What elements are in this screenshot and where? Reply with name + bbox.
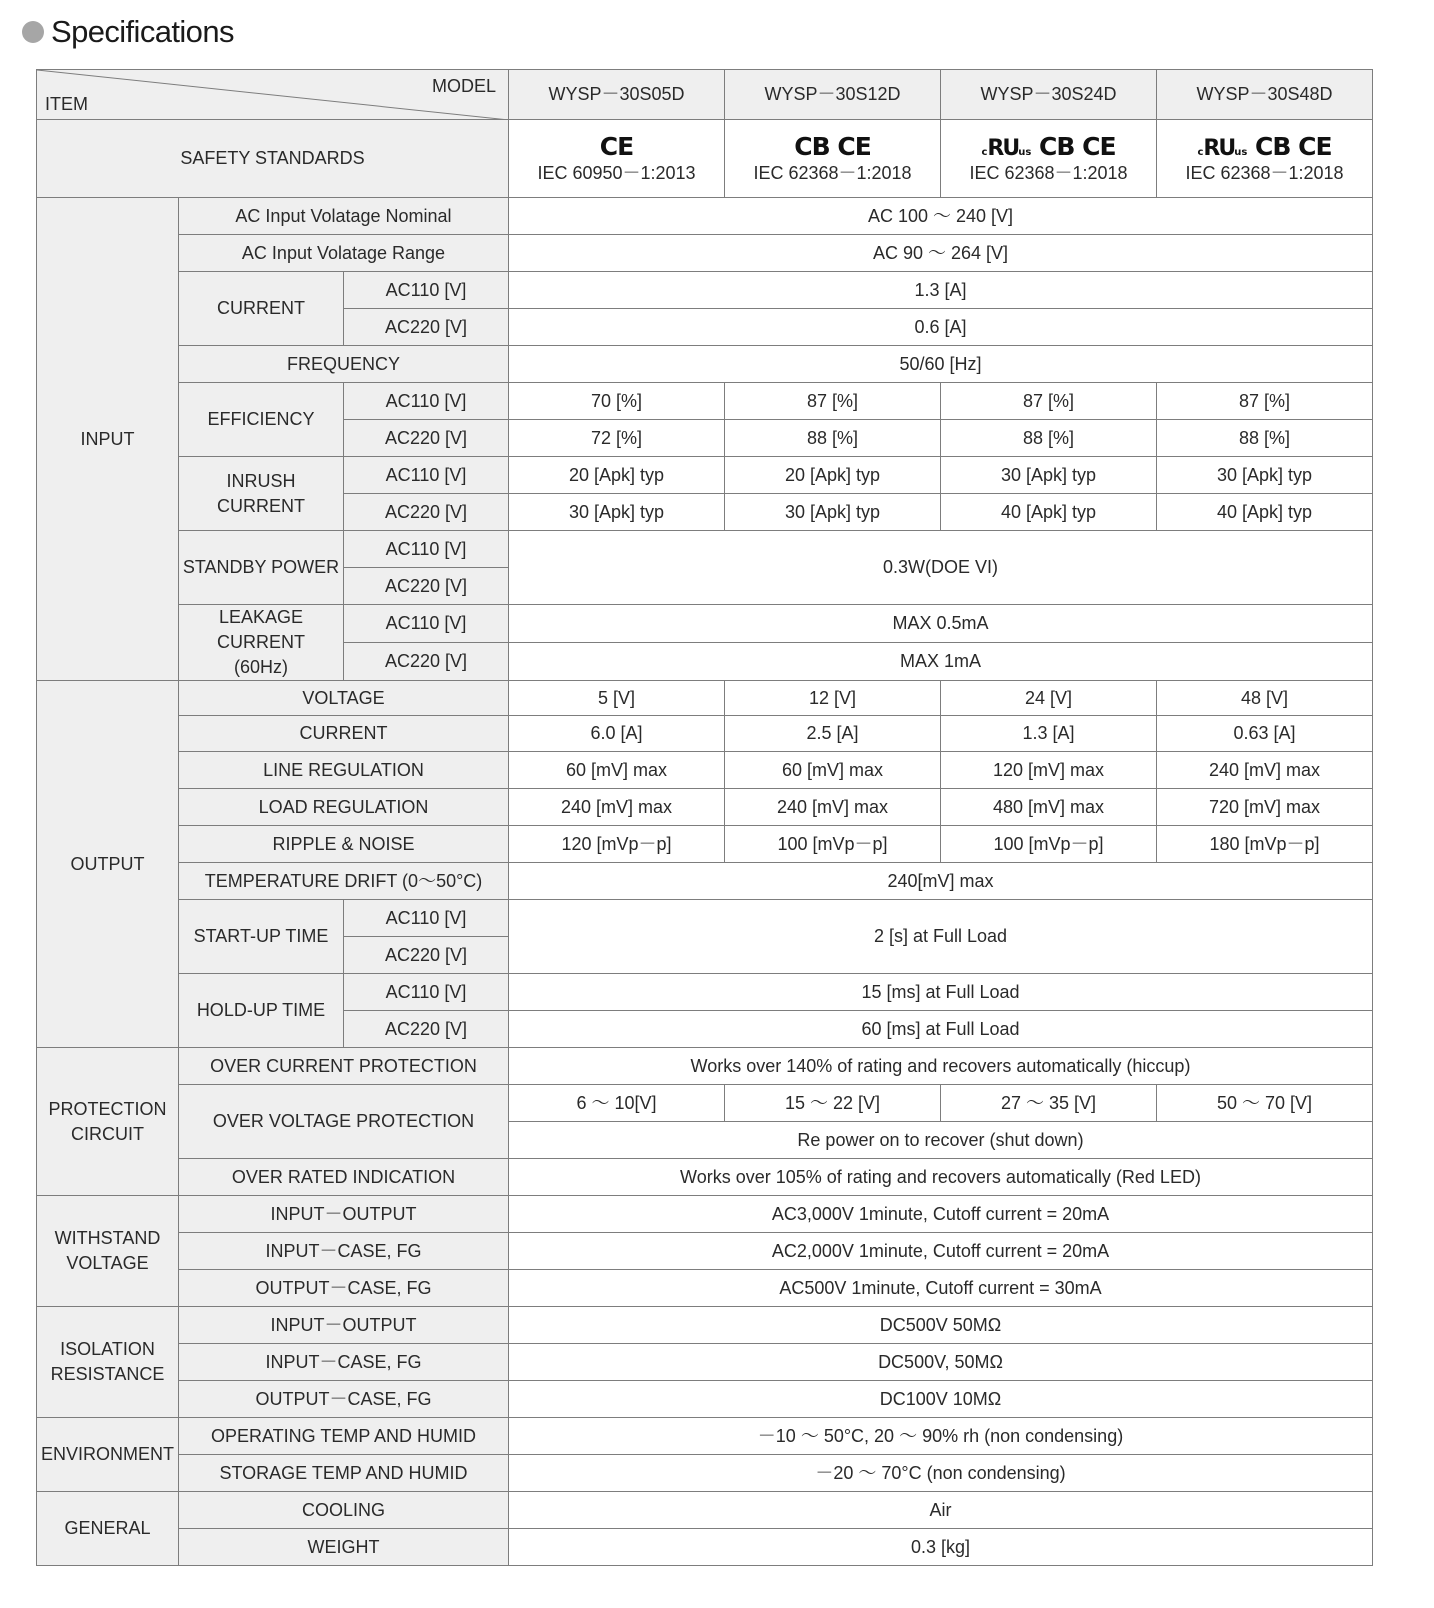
table-row xyxy=(37,1085,1373,1122)
value-cell: 240 [mV] max xyxy=(509,789,725,826)
sub-label: AC110 [V] xyxy=(344,900,509,937)
table-row xyxy=(37,1307,1373,1344)
row-label: HOLD-UP TIME xyxy=(179,974,344,1048)
value-cell: 6 ～ 10[V] xyxy=(509,1085,725,1122)
sub-label: AC220 [V] xyxy=(344,568,509,605)
value-cell: 30 [Apk] typ xyxy=(509,494,725,531)
table-row xyxy=(37,605,1373,643)
table-row xyxy=(37,1159,1373,1196)
table-row xyxy=(37,531,1373,568)
value-cell: 27 ～ 35 [V] xyxy=(941,1085,1157,1122)
model-label: MODEL xyxy=(431,76,496,96)
table-row xyxy=(37,1418,1373,1455)
value-cell: 30 [Apk] typ xyxy=(1157,457,1373,494)
table-row xyxy=(37,1048,1373,1085)
header-row xyxy=(37,70,1373,120)
bullet-icon xyxy=(22,21,44,43)
row-label: LINE REGULATION xyxy=(179,752,509,789)
sub-label: AC220 [V] xyxy=(344,420,509,457)
safety-standard: IEC 62368－1:2018 xyxy=(1185,162,1344,183)
value-cell: 180 [mVp－p] xyxy=(1157,826,1373,863)
value-cell: 15 ～ 22 [V] xyxy=(725,1085,941,1122)
value-cell: 240 [mV] max xyxy=(1157,752,1373,789)
value-cell: AC 100 ～ 240 [V] xyxy=(509,198,1373,235)
table-row xyxy=(37,1529,1373,1566)
table-row xyxy=(37,1492,1373,1529)
model-header: WYSP－30S48D xyxy=(1157,70,1373,120)
row-label: OUTPUT－CASE, FG xyxy=(179,1381,509,1418)
group-label-line: VOLTAGE xyxy=(66,1253,149,1273)
row-label: INRUSH CURRENT xyxy=(179,457,344,531)
row-label: CURRENT xyxy=(179,716,509,752)
safety-cell xyxy=(509,120,725,198)
table-row xyxy=(37,1344,1373,1381)
row-label: OVER VOLTAGE PROTECTION xyxy=(179,1085,509,1159)
table-row xyxy=(37,681,1373,716)
safety-cell xyxy=(1157,120,1373,198)
row-label: INPUT－OUTPUT xyxy=(179,1196,509,1233)
sub-label: AC110 [V] xyxy=(344,457,509,494)
row-label: OUTPUT－CASE, FG xyxy=(179,1270,509,1307)
table-row xyxy=(37,235,1373,272)
group-label-line: ISOLATION xyxy=(60,1339,155,1359)
corner-cell xyxy=(37,70,509,120)
value-cell: DC500V 50MΩ xyxy=(509,1307,1373,1344)
value-cell: 240 [mV] max xyxy=(725,789,941,826)
value-cell: 24 [V] xyxy=(941,681,1157,716)
row-label: LOAD REGULATION xyxy=(179,789,509,826)
value-cell: 87 [%] xyxy=(941,383,1157,420)
value-cell: 120 [mV] max xyxy=(941,752,1157,789)
value-cell: 20 [Apk] typ xyxy=(509,457,725,494)
ul-cb-ce-mark-icon: cRUus CB CE xyxy=(1197,131,1332,161)
value-cell: 40 [Apk] typ xyxy=(941,494,1157,531)
value-cell: 40 [Apk] typ xyxy=(1157,494,1373,531)
table-row xyxy=(37,383,1373,420)
table-row xyxy=(37,198,1373,235)
group-isolation xyxy=(37,1307,179,1418)
table-row xyxy=(37,789,1373,826)
value-cell: 30 [Apk] typ xyxy=(941,457,1157,494)
value-cell: 0.6 [A] xyxy=(509,309,1373,346)
value-cell: AC2,000V 1minute, Cutoff current = 20mA xyxy=(509,1233,1373,1270)
table-row xyxy=(37,1381,1373,1418)
value-cell: 72 [%] xyxy=(509,420,725,457)
value-cell: 60 [mV] max xyxy=(509,752,725,789)
row-label: STANDBY POWER xyxy=(179,531,344,605)
group-general: GENERAL xyxy=(37,1492,179,1566)
row-label: COOLING xyxy=(179,1492,509,1529)
value-cell: Air xyxy=(509,1492,1373,1529)
value-cell: 15 [ms] at Full Load xyxy=(509,974,1373,1011)
sub-label: AC220 [V] xyxy=(344,643,509,681)
group-protection xyxy=(37,1048,179,1196)
ce-mark-icon: CE xyxy=(599,131,634,161)
value-cell: 0.3W(DOE VI) xyxy=(509,531,1373,605)
value-cell: Works over 105% of rating and recovers automatically (Red LED) xyxy=(509,1159,1373,1196)
value-cell: 0.3 [kg] xyxy=(509,1529,1373,1566)
table-row xyxy=(37,346,1373,383)
spec-table xyxy=(36,69,1373,1566)
value-cell: 6.0 [A] xyxy=(509,716,725,752)
row-label: OVER RATED INDICATION xyxy=(179,1159,509,1196)
group-input: INPUT xyxy=(37,198,179,681)
sub-label: AC110 [V] xyxy=(344,605,509,643)
table-row xyxy=(37,863,1373,900)
row-label: INPUT－CASE, FG xyxy=(179,1344,509,1381)
leakage-label-line: (60Hz) xyxy=(233,657,288,677)
table-row xyxy=(37,1455,1373,1492)
model-header: WYSP－30S05D xyxy=(509,70,725,120)
value-cell: 50/60 [Hz] xyxy=(509,346,1373,383)
value-cell: 88 [%] xyxy=(725,420,941,457)
row-label: FREQUENCY xyxy=(179,346,509,383)
value-cell: 240[mV] max xyxy=(509,863,1373,900)
leakage-label-line: CURRENT xyxy=(217,632,305,652)
model-header: WYSP－30S24D xyxy=(941,70,1157,120)
safety-standard: IEC 62368－1:2018 xyxy=(969,162,1128,183)
value-cell: DC100V 10MΩ xyxy=(509,1381,1373,1418)
value-cell: 50 ～ 70 [V] xyxy=(1157,1085,1373,1122)
row-label: OVER CURRENT PROTECTION xyxy=(179,1048,509,1085)
value-cell: 1.3 [A] xyxy=(509,272,1373,309)
safety-cell xyxy=(725,120,941,198)
value-cell: 60 [ms] at Full Load xyxy=(509,1011,1373,1048)
sub-label: AC220 [V] xyxy=(344,937,509,974)
cb-ce-mark-icon: CB CE xyxy=(794,131,871,161)
row-label: CURRENT xyxy=(179,272,344,346)
value-cell: 48 [V] xyxy=(1157,681,1373,716)
sub-label: AC220 [V] xyxy=(344,494,509,531)
table-row xyxy=(37,1233,1373,1270)
value-cell: 2.5 [A] xyxy=(725,716,941,752)
value-cell: 88 [%] xyxy=(941,420,1157,457)
sub-label: AC110 [V] xyxy=(344,383,509,420)
safety-label: SAFETY STANDARDS xyxy=(37,120,509,198)
row-label: RIPPLE & NOISE xyxy=(179,826,509,863)
value-cell: 60 [mV] max xyxy=(725,752,941,789)
row-label: EFFICIENCY xyxy=(179,383,344,457)
table-row xyxy=(37,272,1373,309)
value-cell: 100 [mVp－p] xyxy=(941,826,1157,863)
value-cell: Works over 140% of rating and recovers automatically (hiccup) xyxy=(509,1048,1373,1085)
safety-standard: IEC 62368－1:2018 xyxy=(753,162,912,183)
value-cell: 2 [s] at Full Load xyxy=(509,900,1373,974)
value-cell: －10 ～ 50°C, 20 ～ 90% rh (non condensing) xyxy=(509,1418,1373,1455)
table-row xyxy=(37,457,1373,494)
group-environment: ENVIRONMENT xyxy=(37,1418,179,1492)
value-cell: －20 ～ 70°C (non condensing) xyxy=(509,1455,1373,1492)
value-cell: 100 [mVp－p] xyxy=(725,826,941,863)
row-label: TEMPERATURE DRIFT (0～50°C) xyxy=(179,863,509,900)
value-cell: MAX 1mA xyxy=(509,643,1373,681)
leakage-label-line: LEAKAGE xyxy=(218,607,304,627)
row-label: AC Input Volatage Range xyxy=(179,235,509,272)
table-row xyxy=(37,826,1373,863)
value-cell: 0.63 [A] xyxy=(1157,716,1373,752)
row-label: INPUT－OUTPUT xyxy=(179,1307,509,1344)
value-cell: AC500V 1minute, Cutoff current = 30mA xyxy=(509,1270,1373,1307)
ul-cb-ce-mark-icon: cRUus CB CE xyxy=(981,131,1116,161)
value-cell: Re power on to recover (shut down) xyxy=(509,1122,1373,1159)
value-cell: 88 [%] xyxy=(1157,420,1373,457)
safety-row xyxy=(37,120,1373,198)
value-cell: AC 90 ～ 264 [V] xyxy=(509,235,1373,272)
title-text: Specifications xyxy=(51,14,234,49)
group-label-line: WITHSTAND xyxy=(54,1228,161,1248)
table-row xyxy=(37,974,1373,1011)
table-row xyxy=(37,752,1373,789)
value-cell: 5 [V] xyxy=(509,681,725,716)
row-label: OPERATING TEMP AND HUMID xyxy=(179,1418,509,1455)
value-cell: 12 [V] xyxy=(725,681,941,716)
safety-cell xyxy=(941,120,1157,198)
sub-label: AC220 [V] xyxy=(344,309,509,346)
model-header: WYSP－30S12D xyxy=(725,70,941,120)
row-label: INPUT－CASE, FG xyxy=(179,1233,509,1270)
value-cell: 480 [mV] max xyxy=(941,789,1157,826)
group-output: OUTPUT xyxy=(37,681,179,1048)
row-label-leakage xyxy=(179,605,344,681)
item-label: ITEM xyxy=(45,94,88,114)
section-title xyxy=(22,10,234,54)
value-cell: AC3,000V 1minute, Cutoff current = 20mA xyxy=(509,1196,1373,1233)
row-label: WEIGHT xyxy=(179,1529,509,1566)
row-label: AC Input Volatage Nominal xyxy=(179,198,509,235)
group-label-line: PROTECTION xyxy=(48,1098,167,1119)
value-cell: 120 [mVp－p] xyxy=(509,826,725,863)
sub-label: AC220 [V] xyxy=(344,1011,509,1048)
value-cell: DC500V, 50MΩ xyxy=(509,1344,1373,1381)
group-label-line: CIRCUIT xyxy=(71,1123,144,1144)
value-cell: 87 [%] xyxy=(1157,383,1373,420)
table-row xyxy=(37,900,1373,937)
group-label-line: RESISTANCE xyxy=(50,1364,165,1384)
table-row xyxy=(37,716,1373,752)
table-row xyxy=(37,1196,1373,1233)
value-cell: MAX 0.5mA xyxy=(509,605,1373,643)
sub-label: AC110 [V] xyxy=(344,531,509,568)
group-withstand xyxy=(37,1196,179,1307)
sub-label: AC110 [V] xyxy=(344,272,509,309)
value-cell: 87 [%] xyxy=(725,383,941,420)
value-cell: 30 [Apk] typ xyxy=(725,494,941,531)
safety-standard: IEC 60950－1:2013 xyxy=(537,162,696,183)
row-label: STORAGE TEMP AND HUMID xyxy=(179,1455,509,1492)
sub-label: AC110 [V] xyxy=(344,974,509,1011)
value-cell: 20 [Apk] typ xyxy=(725,457,941,494)
value-cell: 720 [mV] max xyxy=(1157,789,1373,826)
value-cell: 1.3 [A] xyxy=(941,716,1157,752)
value-cell: 70 [%] xyxy=(509,383,725,420)
row-label: VOLTAGE xyxy=(179,681,509,716)
table-row xyxy=(37,1270,1373,1307)
row-label: START-UP TIME xyxy=(179,900,344,974)
